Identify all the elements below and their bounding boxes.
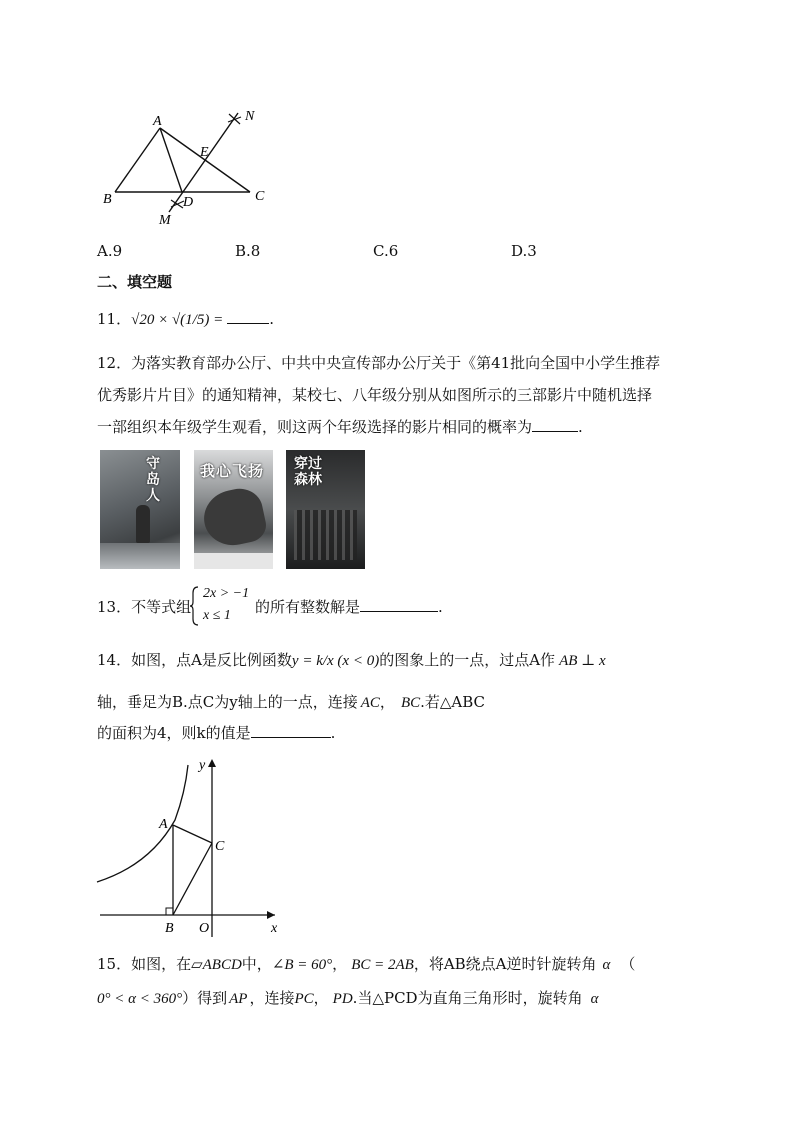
q15-alpha: α xyxy=(602,957,611,973)
segment-ac xyxy=(173,825,212,843)
label-x: x xyxy=(271,921,278,936)
option-c: C.6 xyxy=(373,242,399,260)
option-d: D.3 xyxy=(511,242,537,260)
q15-parallelogram: ▱ABCD xyxy=(191,957,242,973)
label-b: B xyxy=(103,192,112,207)
q15-line1: 15．如图，在▱ABCD中，∠B = 60°， BC = 2AB，将AB绕点A逆时针旋转角 α （ xyxy=(97,955,636,973)
q14-bc: BC xyxy=(400,695,421,711)
q11-expression: √20 × √(1/5) = xyxy=(131,312,224,328)
poster-2-title: 我心飞扬 xyxy=(200,462,265,480)
segment-ab xyxy=(115,128,160,192)
label-y: y xyxy=(199,758,206,773)
q15-ap: AP xyxy=(229,991,248,1007)
q15-text-c: ，将AB绕点A逆时针旋转角 xyxy=(413,955,597,973)
q14-perp: AB ⊥ x xyxy=(559,653,606,669)
q15-pc: PC xyxy=(294,991,314,1007)
q14-text-b: 的图象上的一点，过点A作 xyxy=(379,651,556,669)
q14-end: . xyxy=(330,724,336,742)
q15-alpha-2: α xyxy=(590,991,599,1007)
q11-end: . xyxy=(269,310,274,328)
q14-line1 xyxy=(97,645,606,676)
q15-text-a: 15．如图，在 xyxy=(97,955,192,973)
q15-text-e: ，连接 xyxy=(249,989,295,1007)
q12-line2: 优秀影片片目》的通知精神，某校七、八年级分别从如图所示的三部影片中随机选择 xyxy=(97,386,653,404)
q11-answer-blank[interactable] xyxy=(227,307,269,324)
question-11 xyxy=(97,304,274,335)
poster-3-image xyxy=(286,450,365,569)
poster-3-title: 穿过森林 xyxy=(294,456,322,488)
q12-end: . xyxy=(578,418,583,436)
q13-inequality-2: x ≤ 1 xyxy=(203,608,231,623)
q14-line2-end: .若△ABC xyxy=(420,693,486,711)
label-a: A xyxy=(159,817,168,832)
q14-line2-text: 轴，垂足为B.点C为y轴上的一点，连接 xyxy=(97,693,358,711)
line-mn xyxy=(169,113,238,212)
hyperbola-curve xyxy=(97,765,188,882)
q13-suffix xyxy=(255,592,443,622)
label-n: N xyxy=(245,109,255,124)
poster-2-image xyxy=(194,450,273,569)
poster-1-image xyxy=(100,450,180,569)
q13-inequality-1: 2x > −1 xyxy=(203,586,250,601)
q11-number: 11． xyxy=(97,310,132,328)
label-e: E xyxy=(200,145,209,160)
label-m: M xyxy=(159,213,171,228)
triangle-figure xyxy=(95,100,275,230)
q13-suffix-text: 的所有整数解是 xyxy=(255,598,361,616)
q13-end: . xyxy=(438,598,443,616)
q14-function: y = k/x (x < 0) xyxy=(291,653,380,669)
q15-bc: BC = 2AB xyxy=(351,957,414,973)
q12-line1: 12．为落实教育部办公厅、中共中央宣传部办公厅关于《第41批向全国中小学生推荐 xyxy=(97,354,661,372)
segment-bc xyxy=(173,843,212,915)
poster-1-title: 守岛人 xyxy=(146,456,160,504)
q15-angle: ∠B = 60° xyxy=(271,957,333,973)
q14-line3-text: 的面积为4，则k的值是 xyxy=(97,724,251,742)
right-angle-mark xyxy=(166,908,173,915)
q13-prefix: 13．不等式组 xyxy=(97,598,192,616)
q14-answer-blank[interactable] xyxy=(251,721,331,738)
q15-line2: 0° < α < 360°）得到 AP ，连接PC， PD.当△PCD为直角三角形时，旋转角 α xyxy=(97,989,599,1007)
q14-ac: AC xyxy=(360,695,380,711)
q15-paren: （ xyxy=(620,955,636,973)
brace-icon xyxy=(189,586,199,626)
label-a: A xyxy=(153,114,162,129)
q15-text-d: ）得到 xyxy=(182,989,228,1007)
section-title: 二、填空题 xyxy=(97,273,173,291)
q14-line3 xyxy=(97,718,335,748)
label-c: C xyxy=(255,189,265,204)
q15-pd: PD xyxy=(332,991,353,1007)
q15-text-b: 中， xyxy=(241,955,272,973)
q15-text-f: .当△PCD为直角三角形时，旋转角 xyxy=(352,989,583,1007)
q14-line2: 轴，垂足为B.点C为y轴上的一点，连接 AC， BC.若△ABC xyxy=(97,693,486,711)
segment-ad xyxy=(160,128,182,192)
label-o: O xyxy=(199,921,210,936)
label-c: C xyxy=(215,839,225,854)
q12-answer-blank[interactable] xyxy=(532,415,578,432)
label-d: D xyxy=(183,195,194,210)
q14-text-a: 14．如图，点A是反比例函数 xyxy=(97,651,292,669)
q12-line3-text: 一部组织本年级学生观看，则这两个年级选择的影片相同的概率为 xyxy=(97,418,533,436)
option-a: A.9 xyxy=(97,242,123,260)
q15-range: 0° < α < 360° xyxy=(97,991,183,1007)
option-b: B.8 xyxy=(235,242,261,260)
q12-line3 xyxy=(97,412,583,442)
q13-answer-blank[interactable] xyxy=(360,595,438,612)
hyperbola-figure xyxy=(95,755,290,940)
label-b: B xyxy=(165,921,174,936)
